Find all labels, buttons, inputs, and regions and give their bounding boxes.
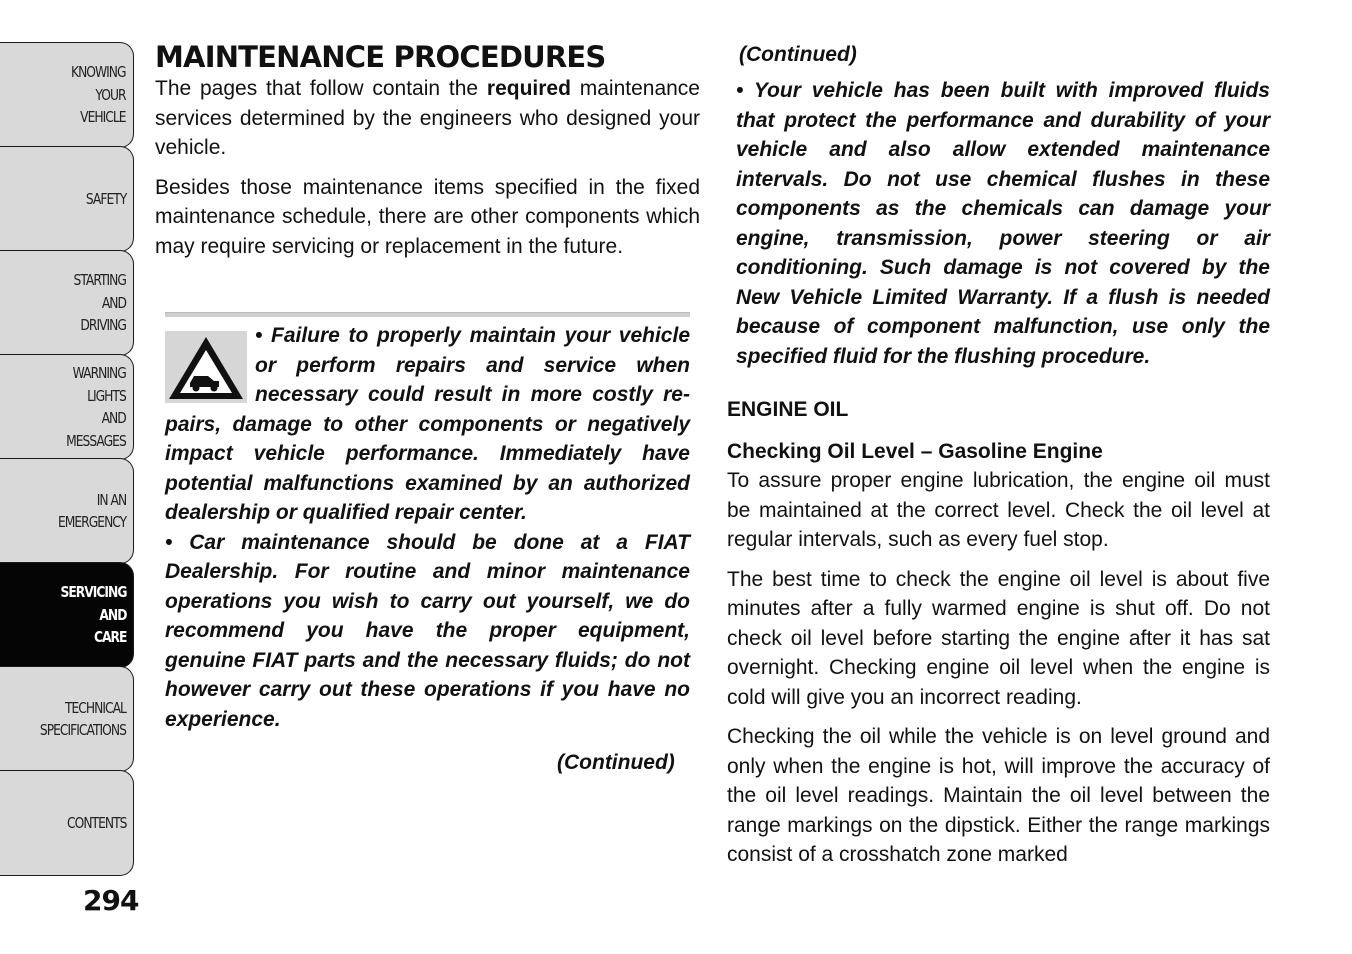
tab-technical-specifications[interactable]: TECHNICAL SPECIFICATIONS	[0, 666, 134, 772]
tab-knowing-your-vehicle[interactable]: KNOWING YOUR VEHICLE	[0, 42, 134, 148]
warning-triangle-icon	[165, 331, 247, 403]
warning-item-maintenance: • Failure to properly maintain your vehicle or perform repairs and service when necessary could result in more costly repairs, damage to other components or negatively impact vehicle performance. Immediately have potential malfunctions examined by an authorized dealership or qualified repair center.	[165, 324, 690, 524]
continued-label: (Continued)	[557, 751, 675, 774]
intro-paragraph: The pages that follow contain the required maintenance services determined by the engineers who designed your vehicle.	[155, 77, 700, 159]
warning-divider	[165, 312, 690, 317]
oil-paragraph-1: To assure proper engine lubrication, the engine oil must be maintained at the correct level. Check the oil level at regular intervals, such as every fuel stop.	[727, 469, 1270, 551]
page-title: MAINTENANCE PROCEDURES	[155, 40, 606, 74]
components-paragraph: Besides those maintenance items specified in the fixed maintenance schedule, there are other components which may require servicing or replacement in the future.	[155, 175, 700, 258]
left-column	[155, 40, 700, 261]
warning-box	[165, 312, 690, 734]
section-heading-engine-oil: ENGINE OIL	[727, 398, 849, 421]
tab-contents[interactable]: CONTENTS	[0, 770, 134, 876]
page-number: 294	[83, 884, 139, 917]
warning-item-fluids: • Your vehicle has been built with improved fluids that protect the performance and durability of your vehicle and also allow extended maintenance intervals. Do not use chemical flushes in these components as the chemicals can damage your engine, transmission, power steering or air conditioning. Such damage is not covered by the New Vehicle Limited Warranty. If a flush is needed because of component malfunction, use only the specified fluid for the flushing procedure.	[736, 79, 1270, 368]
tab-warning-lights[interactable]: WARNING LIGHTS AND MESSAGES	[0, 354, 134, 460]
tab-servicing-and-care[interactable]: SERVICING AND CARE	[0, 562, 134, 668]
continued-header: (Continued)	[739, 43, 857, 66]
tab-safety[interactable]: SAFETY	[0, 146, 134, 252]
tab-starting-and-driving[interactable]: STARTING AND DRIVING	[0, 250, 134, 356]
right-column	[727, 40, 1270, 870]
sub-heading-checking-oil: Checking Oil Level – Gasoline Engine	[727, 440, 1103, 463]
warning-item-dealership: • Car maintenance should be done at a FIAT Dealership. For routine and minor maintenance operations you wish to carry out yourself, we do recommend you have the proper equipment, genuine FIAT parts and the necessary fluids; do not however carry out these operations if you have no experience.	[165, 530, 690, 731]
tab-in-an-emergency[interactable]: IN AN EMERGENCY	[0, 458, 134, 564]
oil-paragraph-2: The best time to check the engine oil level is about five minutes after a fully warmed engine is shut off. Do not check oil level before starting the engine after it has sat overnight. Checking engine oil level when the engine is cold will give you an incorrect reading.	[727, 567, 1270, 709]
oil-paragraph-3: Checking the oil while the vehicle is on level ground and only when the engine is hot, will improve the accuracy of the oil level readings. Maintain the oil level between the range markings on the dipstick. Either the range markings consist of a crosshatch zone marked	[727, 725, 1270, 866]
